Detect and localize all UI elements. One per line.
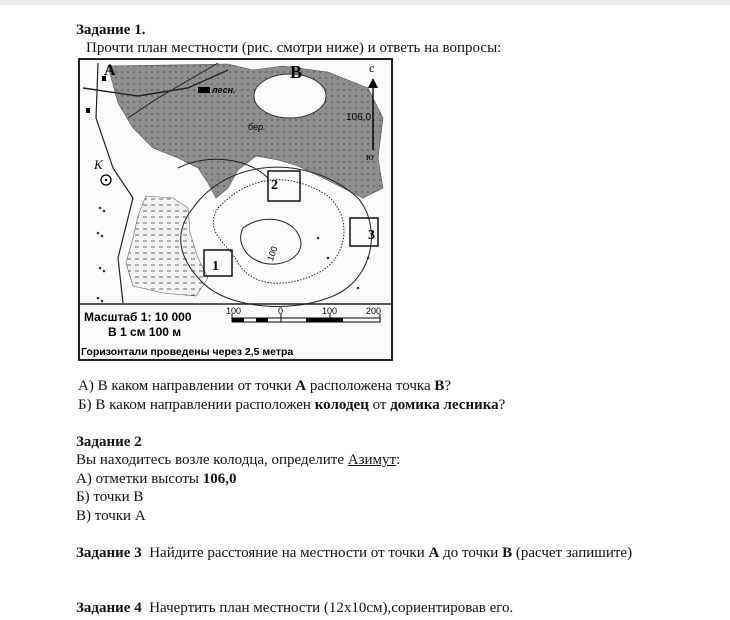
scale-tick-1: 0 — [278, 306, 284, 316]
task1-question-a: А) В каком направлении от точки А расположена точка В? — [78, 378, 452, 394]
task2-option-b: Б) точки В — [76, 489, 144, 505]
elevation-label: 106,0 — [346, 112, 372, 123]
task2-option-a: А) отметки высоты 106,0 — [76, 471, 237, 487]
square-1-label: 1 — [212, 259, 219, 274]
north-label: с — [369, 61, 375, 75]
birch-label: бер. — [248, 122, 266, 132]
south-label: ю — [366, 152, 374, 163]
scale-tick-3: 200 — [366, 306, 382, 316]
scale-line2: В 1 см 100 м — [108, 325, 182, 339]
point-b-label: В — [290, 62, 303, 82]
square-2-label: 2 — [271, 178, 278, 193]
task2-line1: Вы находитесь возле колодца, определите Азимут: — [76, 452, 401, 468]
task3-line: Задание 3 Найдите расстояние на местности от точки А до точки В (расчет запишите) — [76, 545, 633, 561]
square-3-label: 3 — [368, 228, 375, 243]
point-a-label: А — [104, 62, 116, 79]
task4-line: Задание 4 Начертить план местности (12х10см),сориентировав его. — [76, 600, 514, 616]
top-bar — [0, 0, 730, 5]
contour-note: Горизонтали проведены через 2,5 метра — [81, 346, 294, 358]
point-k-label: К — [94, 157, 103, 172]
task1-title: Задание 1. — [76, 22, 146, 38]
task2-title: Задание 2 — [76, 434, 142, 450]
forest-label: лесн. — [212, 85, 236, 95]
task1-intro: Прочти план местности (рис. смотри ниже) и ответь на вопросы: — [86, 40, 502, 56]
scale-line1: Масштаб 1: 10 000 — [84, 310, 192, 324]
forester-house-icon — [198, 87, 210, 93]
contour-value-label: 100 — [265, 244, 280, 263]
task2-option-c: В) точки А — [76, 508, 146, 524]
task1-question-b: Б) В каком направлении расположен колодец от домика лесника? — [78, 397, 506, 413]
scale-tick-0: 100 — [226, 306, 242, 316]
scale-tick-2: 100 — [322, 306, 338, 316]
terrain-plan-map — [78, 58, 393, 361]
